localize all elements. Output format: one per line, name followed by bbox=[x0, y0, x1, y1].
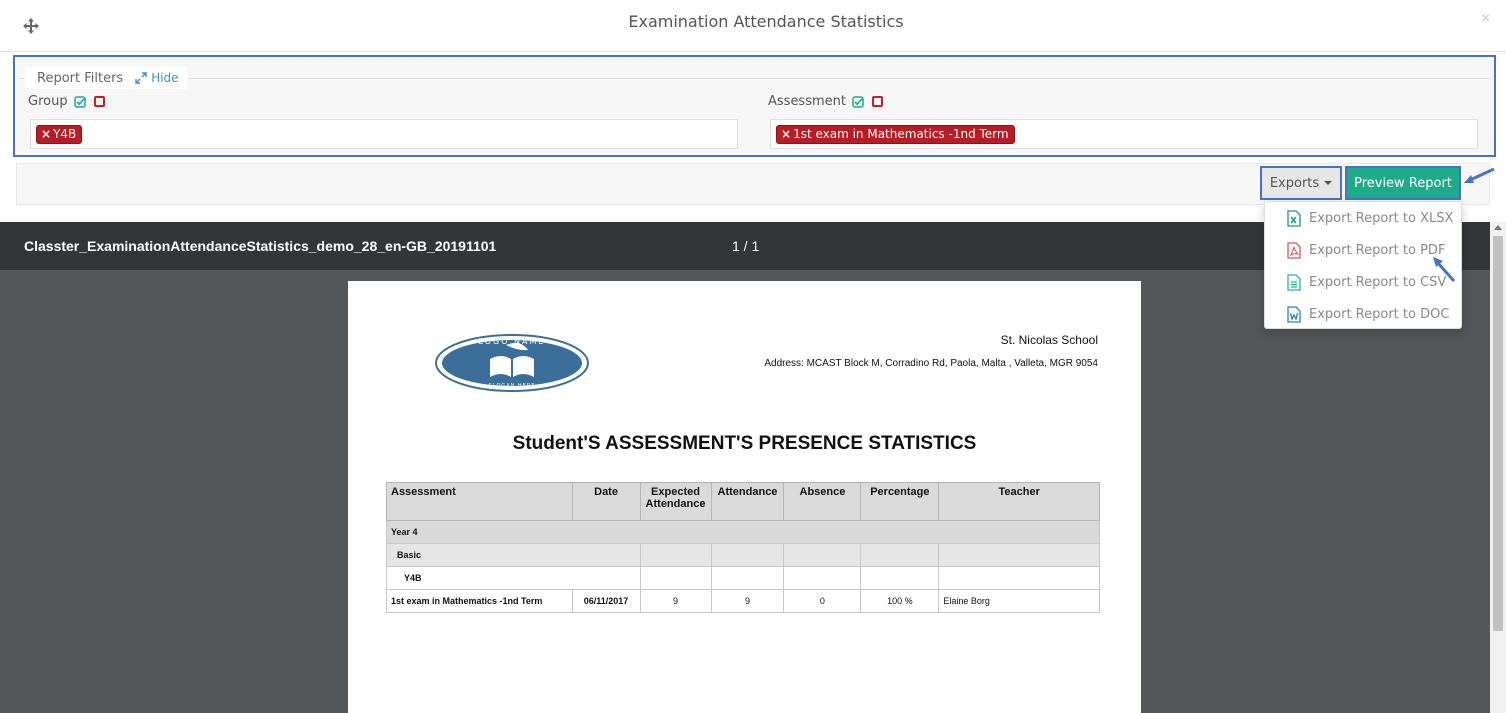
preview-report-button[interactable]: Preview Report bbox=[1345, 166, 1461, 200]
table-cell bbox=[939, 544, 1100, 567]
filters-divider bbox=[19, 78, 1490, 79]
tag-remove-icon[interactable]: × bbox=[781, 127, 792, 141]
assessment-tag-input[interactable] bbox=[770, 119, 1478, 149]
expand-arrows-icon bbox=[135, 72, 147, 84]
viewer-page-count: 1 / 1 bbox=[732, 238, 760, 254]
export-doc-item[interactable] bbox=[1265, 298, 1463, 330]
cell-assessment: 1st exam in Mathematics -1nd Term bbox=[387, 590, 573, 613]
table-cell bbox=[711, 544, 784, 567]
hide-filters-label: Hide bbox=[151, 71, 179, 85]
group-tag[interactable] bbox=[36, 125, 82, 144]
table-row bbox=[387, 590, 1100, 613]
report-filters-panel bbox=[13, 55, 1496, 157]
assessment-filter-label bbox=[768, 94, 883, 109]
clear-all-square-icon[interactable] bbox=[94, 96, 105, 107]
scroll-thumb[interactable] bbox=[1493, 236, 1503, 631]
header-date: Date bbox=[572, 483, 640, 521]
export-xlsx-item[interactable] bbox=[1265, 202, 1463, 234]
logo-slogan-text: SLOGAN HERE bbox=[488, 383, 536, 389]
cell-absence: 0 bbox=[784, 590, 861, 613]
group-year-label: Year 4 bbox=[387, 521, 1100, 544]
logo-name-text: LOGO NAME bbox=[478, 337, 546, 346]
cell-expected: 9 bbox=[640, 590, 711, 613]
table-cell bbox=[939, 567, 1100, 590]
table-cell bbox=[711, 567, 784, 590]
attendance-table bbox=[386, 482, 1100, 613]
viewer-scrollbar[interactable] bbox=[1490, 222, 1506, 713]
hide-filters-link[interactable] bbox=[135, 71, 178, 85]
assessment-label-text: Assessment bbox=[768, 94, 846, 109]
close-icon[interactable]: × bbox=[1481, 10, 1491, 27]
file-csv-icon bbox=[1287, 274, 1301, 291]
table-cell bbox=[861, 567, 939, 590]
cell-teacher: Elaine Borg bbox=[939, 590, 1100, 613]
select-all-check-icon[interactable] bbox=[852, 96, 864, 108]
export-csv-label: Export Report to CSV bbox=[1309, 274, 1447, 290]
subgroup-label: Basic bbox=[387, 544, 641, 567]
group-tag-label: Y4B bbox=[53, 127, 77, 141]
assessment-tag[interactable] bbox=[776, 125, 1015, 144]
header-absence: Absence bbox=[784, 483, 861, 521]
annotation-arrow-icon bbox=[1462, 166, 1496, 186]
filters-legend-title: Report Filters bbox=[37, 70, 124, 86]
cell-attendance: 9 bbox=[711, 590, 784, 613]
table-row bbox=[387, 567, 1100, 590]
assessment-tag-label: 1st exam in Mathematics -1nd Term bbox=[793, 127, 1009, 141]
header-attendance: Attendance bbox=[711, 483, 784, 521]
file-excel-icon bbox=[1287, 210, 1301, 227]
header-expected-attendance: Expected Attendance bbox=[640, 483, 711, 521]
clear-all-square-icon[interactable] bbox=[872, 96, 883, 107]
viewer-filename: Classter_ExaminationAttendanceStatistics_demo_28_en-GB_20191101 bbox=[24, 238, 497, 254]
select-all-check-icon[interactable] bbox=[74, 96, 86, 108]
table-cell bbox=[861, 544, 939, 567]
table-row bbox=[387, 521, 1100, 544]
table-header-row bbox=[387, 483, 1100, 521]
tag-remove-icon[interactable]: × bbox=[41, 127, 52, 141]
class-label: Y4B bbox=[387, 567, 641, 590]
modal-title: Examination Attendance Statistics bbox=[628, 12, 904, 31]
report-title: Student'S ASSESSMENT'S PRESENCE STATISTICS bbox=[512, 433, 977, 454]
export-doc-label: Export Report to DOC bbox=[1309, 306, 1450, 322]
school-logo bbox=[434, 333, 590, 393]
exports-label: Exports bbox=[1269, 175, 1320, 191]
table-row bbox=[387, 544, 1100, 567]
export-pdf-label: Export Report to PDF bbox=[1309, 242, 1446, 258]
cell-date: 06/11/2017 bbox=[572, 590, 640, 613]
export-xlsx-label: Export Report to XLSX bbox=[1309, 210, 1454, 226]
header-assessment: Assessment bbox=[387, 483, 573, 521]
group-label-text: Group bbox=[28, 94, 68, 109]
filters-legend bbox=[25, 67, 187, 89]
cell-percentage: 100 % bbox=[861, 590, 939, 613]
scroll-up-icon[interactable] bbox=[1494, 225, 1502, 230]
caret-down-icon bbox=[1324, 181, 1332, 185]
school-address: Address: MCAST Block M, Corradino Rd, Paola, Malta , Valleta, MGR 9054 bbox=[764, 358, 1098, 369]
annotation-arrow-icon bbox=[1430, 255, 1458, 285]
header-teacher: Teacher bbox=[939, 483, 1100, 521]
table-cell bbox=[784, 544, 861, 567]
file-pdf-icon bbox=[1287, 242, 1301, 259]
school-name: St. Nicolas School bbox=[1000, 333, 1098, 347]
exports-button[interactable] bbox=[1260, 166, 1342, 200]
file-word-icon bbox=[1287, 306, 1301, 323]
header-percentage: Percentage bbox=[861, 483, 939, 521]
table-cell bbox=[640, 567, 711, 590]
modal-header bbox=[0, 0, 1506, 52]
table-cell bbox=[784, 567, 861, 590]
table-cell bbox=[640, 544, 711, 567]
report-page bbox=[348, 281, 1141, 713]
group-filter-label bbox=[28, 94, 105, 109]
group-tag-input[interactable] bbox=[30, 119, 738, 149]
